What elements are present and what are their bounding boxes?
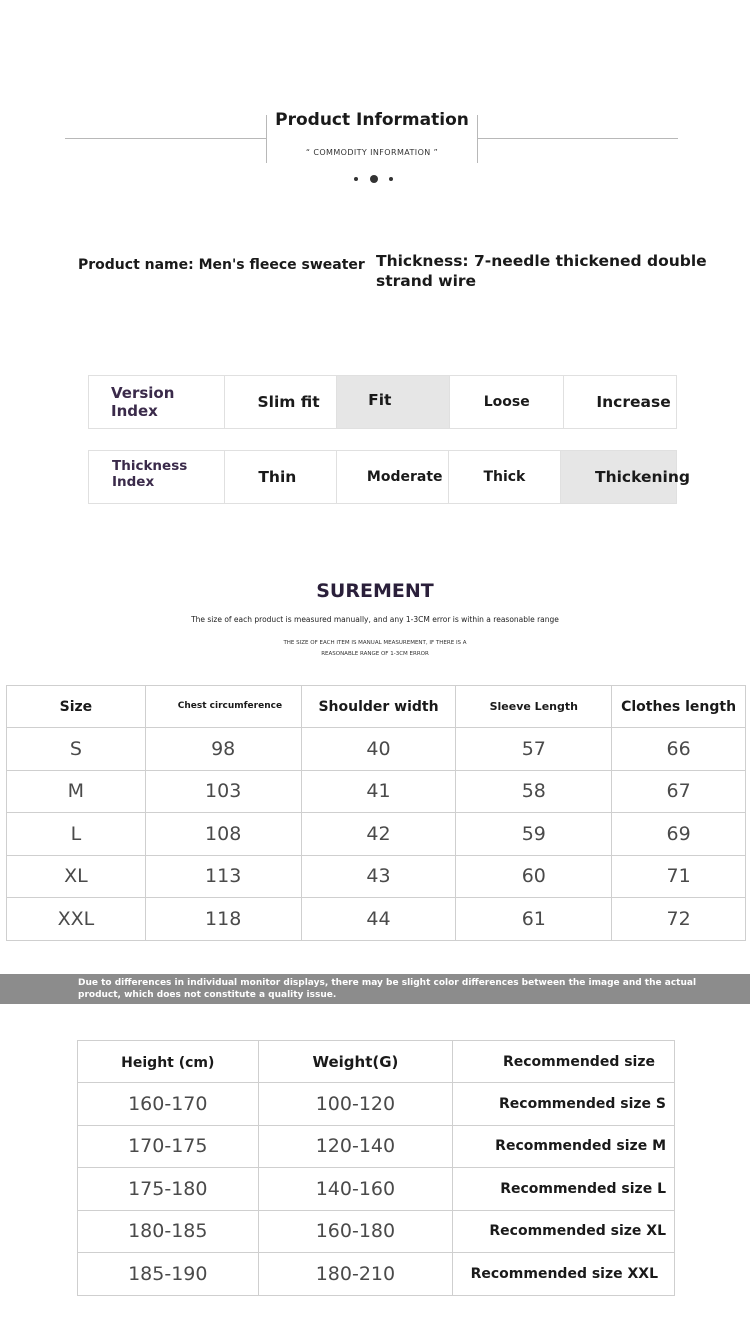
measurement-title: SUREMENT bbox=[316, 580, 434, 602]
header-height: Height (cm) bbox=[78, 1041, 259, 1083]
header-chest: Chest circumference bbox=[145, 686, 301, 728]
table-cell: 180-210 bbox=[258, 1253, 453, 1296]
thickness-index-row bbox=[88, 450, 690, 504]
table-cell: S bbox=[7, 728, 146, 771]
table-cell: 108 bbox=[145, 813, 301, 856]
version-option-slim-fit: Slim fit bbox=[225, 376, 337, 428]
thickness-option-thick: Thick bbox=[449, 451, 561, 503]
table-cell: 43 bbox=[301, 855, 456, 898]
table-row bbox=[7, 770, 746, 813]
table-cell: 180-185 bbox=[78, 1210, 259, 1253]
section-subtitle: “ COMMODITY INFORMATION ” bbox=[305, 148, 439, 157]
table-cell: 40 bbox=[301, 728, 456, 771]
disclaimer-text: Due to differences in individual monitor displays, there may be slight color differences between the image and the actual product, which does not constitute a quality issue. bbox=[78, 978, 697, 1000]
measurement-note-en-line2: REASONABLE RANGE OF 1-3CM ERROR bbox=[321, 651, 429, 657]
thickness-option-thickening: Thickening bbox=[561, 451, 676, 503]
table-header-row bbox=[7, 686, 746, 728]
table-cell: Recommended size M bbox=[453, 1125, 675, 1168]
measurement-note-en bbox=[270, 638, 480, 660]
table-cell: 60 bbox=[456, 855, 612, 898]
table-cell: 41 bbox=[301, 770, 456, 813]
version-index-label: Version Index bbox=[89, 376, 225, 428]
decor-dot-active bbox=[370, 175, 378, 183]
table-cell: 58 bbox=[456, 770, 612, 813]
table-cell: M bbox=[7, 770, 146, 813]
table-cell: Recommended size S bbox=[453, 1083, 675, 1126]
thickness-option-moderate: Moderate bbox=[337, 451, 450, 503]
table-row bbox=[7, 813, 746, 856]
thickness-index-label: Thickness Index bbox=[89, 451, 225, 503]
product-name: Product name: Men's fleece sweater bbox=[78, 257, 365, 273]
measurement-note: The size of each product is measured manually, and any 1-3CM error is within a reasonable range bbox=[191, 615, 559, 624]
table-cell: 67 bbox=[612, 770, 746, 813]
version-option-loose: Loose bbox=[450, 376, 565, 428]
version-option-increase: Increase bbox=[596, 393, 671, 411]
table-cell: 160-180 bbox=[258, 1210, 453, 1253]
header-shoulder: Shoulder width bbox=[301, 686, 456, 728]
table-cell: 113 bbox=[145, 855, 301, 898]
header-size: Size bbox=[7, 686, 146, 728]
table-cell: 118 bbox=[145, 898, 301, 941]
table-cell: 103 bbox=[145, 770, 301, 813]
table-cell: 61 bbox=[456, 898, 612, 941]
table-row bbox=[7, 855, 746, 898]
recommend-table bbox=[77, 1040, 675, 1296]
table-cell: Recommended size L bbox=[453, 1168, 675, 1211]
table-cell: 140-160 bbox=[258, 1168, 453, 1211]
table-cell: 72 bbox=[612, 898, 746, 941]
section-title: Product Information bbox=[275, 110, 469, 130]
table-row bbox=[78, 1168, 675, 1211]
table-cell: 57 bbox=[456, 728, 612, 771]
table-cell: 120-140 bbox=[258, 1125, 453, 1168]
table-cell: 185-190 bbox=[78, 1253, 259, 1296]
table-row bbox=[78, 1125, 675, 1168]
table-cell: 175-180 bbox=[78, 1168, 259, 1211]
table-cell: L bbox=[7, 813, 146, 856]
header-clothes-length: Clothes length bbox=[612, 686, 746, 728]
decor-dot bbox=[389, 177, 393, 181]
table-cell: 98 bbox=[145, 728, 301, 771]
table-row bbox=[7, 728, 746, 771]
table-header-row bbox=[78, 1041, 675, 1083]
header-sleeve: Sleeve Length bbox=[456, 686, 612, 728]
product-thickness: Thickness: 7-needle thickened double strand wire bbox=[376, 252, 707, 290]
table-row bbox=[78, 1083, 675, 1126]
table-cell: 69 bbox=[612, 813, 746, 856]
table-cell: XL bbox=[7, 855, 146, 898]
table-cell: 71 bbox=[612, 855, 746, 898]
header-divider-right bbox=[478, 138, 678, 139]
version-option-fit: Fit bbox=[337, 376, 450, 428]
table-row bbox=[7, 898, 746, 941]
header-recommended-size: Recommended size bbox=[453, 1041, 675, 1083]
table-cell: 160-170 bbox=[78, 1083, 259, 1126]
table-cell: 170-175 bbox=[78, 1125, 259, 1168]
table-row bbox=[78, 1253, 675, 1296]
table-cell: 44 bbox=[301, 898, 456, 941]
table-cell: 59 bbox=[456, 813, 612, 856]
decor-dot bbox=[354, 177, 358, 181]
table-cell: XXL bbox=[7, 898, 146, 941]
table-row bbox=[78, 1210, 675, 1253]
header-divider-left bbox=[65, 138, 266, 139]
thickness-option-thin: Thin bbox=[225, 451, 337, 503]
version-index-row bbox=[88, 375, 677, 429]
table-cell: 66 bbox=[612, 728, 746, 771]
measurement-note-en-line1: THE SIZE OF EACH ITEM IS MANUAL MEASUREMENT, IF THERE IS A bbox=[283, 640, 467, 646]
header-weight: Weight(G) bbox=[258, 1041, 453, 1083]
table-cell: 42 bbox=[301, 813, 456, 856]
table-cell: Recommended size XL bbox=[453, 1210, 675, 1253]
table-cell: 100-120 bbox=[258, 1083, 453, 1126]
table-cell: Recommended size XXL bbox=[453, 1253, 675, 1296]
size-table bbox=[6, 685, 746, 941]
